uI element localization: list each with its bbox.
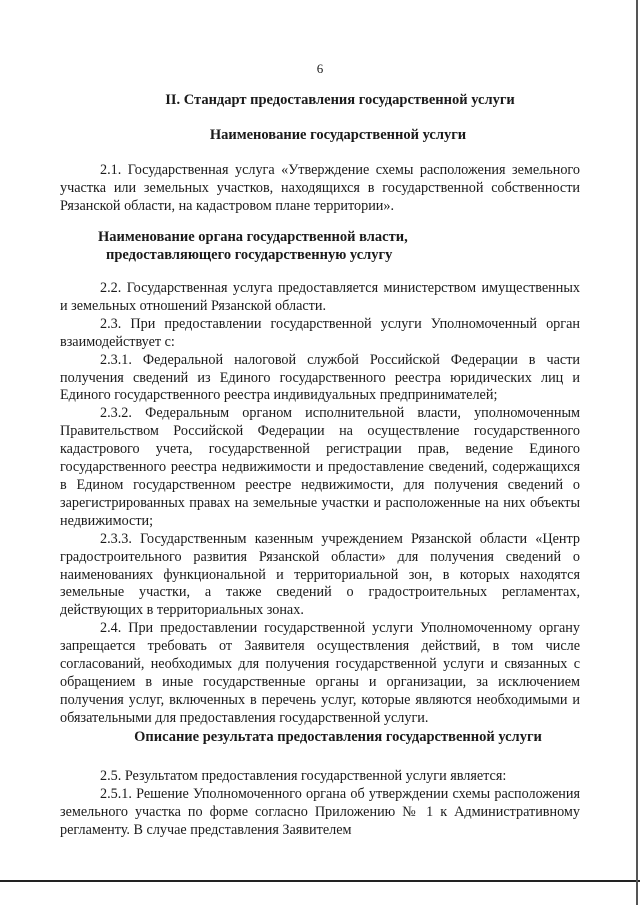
paragraph-2-3-3: 2.3.3. Государственным казенным учреждением Рязанской области «Центр градостроительного развития Рязанской области» для получения сведений о наименованиях функциональной и территориальной зон, в которых находятся земельные участки, а также сведений о градостроительных регламентах, действующих в территориальных зонах. (60, 530, 580, 619)
paragraph-2-5-1: 2.5.1. Решение Уполномоченного органа об утверждении схемы расположения земельного участка по форме согласно Приложению № 1 к Административному регламенту. В случае представления Заявителем (60, 785, 580, 838)
subtitle-service-name: Наименование государственной услуги (209, 127, 467, 143)
section-2-1-block (60, 162, 580, 216)
paragraph-2-4: 2.4. При предоставлении государственной услуги Уполномоченному органу запрещается требовать от Заявителя осуществления действий, в том числе согласований, необходимых для получения государственной услуги и связанных с обращением в иные государственные органы и организации, за исключением получения услуг, включенных в перечень услуг, которые являются необходимыми и обязательными для предоставления государственной услуги. (60, 620, 580, 726)
section-2-2-block (60, 280, 580, 728)
subtitle-authority-line2: предоставляющего государственную услугу (106, 247, 393, 263)
scan-right-edge (636, 0, 638, 905)
subtitle-result: Описание результата предоставления государственной услуги (134, 729, 542, 745)
paragraph-2-1: 2.1. Государственная услуга «Утверждение схемы расположения земельного участка или земельных участков, находящихся в государственной собственности Рязанской области, на кадастровом плане территории». (60, 162, 580, 214)
paragraph-2-3-1: 2.3.1. Федеральной налоговой службой Российской Федерации в части получения сведений из Единого государственного реестра юридических лиц и Единого государственного реестра индивидуальных предпринимателей; (60, 351, 580, 404)
scan-bottom-edge (0, 880, 640, 882)
page-number: 6 (316, 61, 324, 76)
section-title: II. Стандарт предоставления государственной услуги (165, 92, 515, 108)
section-2-5-block (60, 768, 580, 840)
paragraph-2-3: 2.3. При предоставлении государственной услуги Уполномоченный орган взаимодействует с: (60, 315, 580, 350)
subtitle-authority (98, 228, 638, 264)
paragraph-2-3-2: 2.3.2. Федеральным органом исполнительной власти, уполномоченным Правительством Российской Федерации на осуществление государственного кадастрового учета, государственной регистрации прав, ведение Единого государственного реестра недвижимости и предоставление сведений, содержащихся в Едином государственном реестре недвижимости, для получения сведений о зарегистрированных правах на земельные участки и расположенные на них объекты недвижимости; (60, 405, 580, 529)
paragraph-2-5: 2.5. Результатом предоставления государственной услуги является: (100, 768, 507, 784)
subtitle-authority-line1: Наименование органа государственной власти, (98, 229, 408, 245)
paragraph-2-2: 2.2. Государственная услуга предоставляется министерством имущественных и земельных отношений Рязанской области. (60, 280, 580, 314)
